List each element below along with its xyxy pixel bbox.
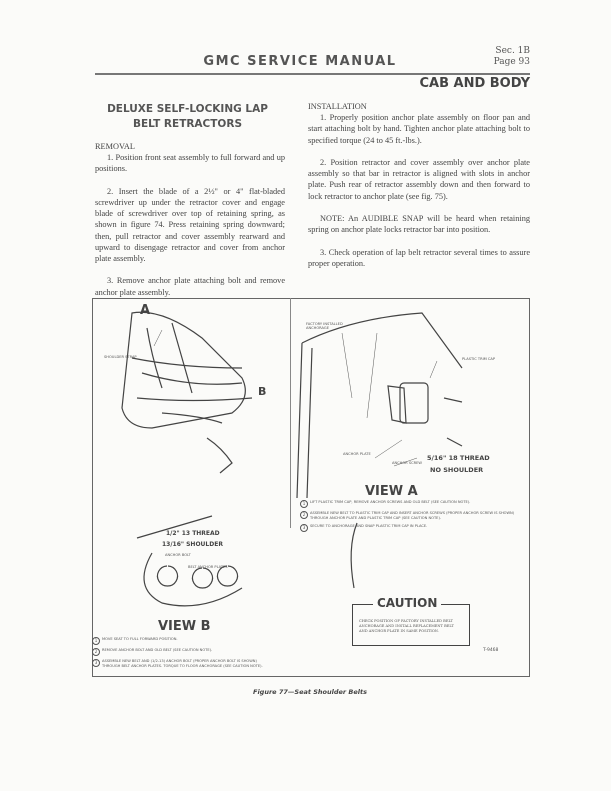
view-b-step	[92, 648, 272, 656]
view-b-title: VIEW B	[158, 619, 211, 634]
figure-code: T-9468	[483, 648, 499, 653]
anchor-bolt-label: ANCHOR BOLT	[165, 553, 191, 557]
view-b-thread: 1/2" 13 THREAD	[166, 530, 220, 537]
step-text: LIFT PLASTIC TRIM CAP, REMOVE ANCHOR SCREWS AND OLD BELT (SEE CAUTION NOTE).	[310, 500, 471, 504]
step-text: ASSEMBLE NEW BELT AND (1/2-13) ANCHOR BOLT (PROPER ANCHOR BOLT IS SHOWN) THROUGH BELT ANCHOR PLATES. TORQUE TO FLOOR ANCHORAGE (SEE CAUTION NOTE).	[102, 659, 263, 668]
caution-box	[352, 596, 470, 646]
installation-step: 2. Position retractor and cover assembly over anchor plate assembly so that bar in retractor is aligned with slots in anchor plate. Push rear of retractor assembly down and then forward to lock retractor to anchor plate (see fig. 75).	[308, 158, 530, 201]
step-number: 2	[92, 648, 100, 656]
step-text: SECURE TO ANCHORAGE AND SNAP PLASTIC TRIM CAP IN PLACE.	[310, 524, 428, 528]
view-a-step	[300, 524, 520, 532]
view-b-step	[92, 659, 272, 669]
figure-caption: Figure 77—Seat Shoulder Belts	[253, 688, 367, 696]
belt-anchor-plates-label: BELT ANCHOR PLATES	[188, 565, 228, 569]
step-text: MOVE SEAT TO FULL FORWARD POSITION.	[102, 637, 178, 641]
step-text: ASSEMBLE NEW BELT TO PLASTIC TRIM CAP AND INSERT ANCHOR SCREWS (PROPER ANCHOR SCREW IS SHOWN) THROUGH ANCHOR PLATE AND PLASTIC TRIM CAP (SEE CAUTION NOTE).	[310, 511, 515, 520]
view-b-shoulder: 13/16" SHOULDER	[162, 541, 223, 548]
callout-b: B	[258, 385, 267, 398]
removal-heading: REMOVAL	[95, 142, 135, 151]
plastic-trim-cap-label: PLASTIC TRIM CAP	[462, 357, 496, 361]
caution-title: CAUTION	[373, 596, 441, 610]
chapter-title: CAB AND BODY	[419, 76, 530, 91]
installation-heading: INSTALLATION	[308, 102, 367, 111]
step-number: 2	[300, 511, 308, 519]
removal-step: 2. Insert the blade of a 2½" or 4" flat-bladed screwdriver up under the retractor cover and engage blade of screwdriver over top of retaining spring, as shown in figure 74. Press retaining spring downward; then, pull retractor and cover assembly rearward and upward to disengage retractor and cover from anchor plate assembly.	[95, 186, 285, 264]
caution-text: CHECK POSITION OF FACTORY INSTALLED BELT ANCHORAGE AND INSTALL REPLACEMENT BELT AND ANCHOR PLATE IN SAME POSITION.	[359, 619, 454, 633]
section-number: Sec. 1B	[495, 46, 530, 56]
view-a-title: VIEW A	[365, 484, 418, 499]
manual-title: GMC SERVICE MANUAL	[203, 54, 397, 69]
factory-anchorage-label: FACTORY INSTALLED ANCHORAGE	[306, 322, 343, 330]
installation-section	[308, 101, 530, 280]
step-number: 1	[92, 637, 100, 645]
view-a-step	[300, 511, 520, 521]
anchor-screw-label: ANCHOR SCREW	[392, 461, 422, 465]
step-text: REMOVE ANCHOR BOLT AND OLD BELT (SEE CAUTION NOTE).	[102, 648, 213, 652]
view-a-shoulder: NO SHOULDER	[430, 466, 484, 474]
removal-step: 3. Remove anchor plate attaching bolt and remove anchor plate assembly.	[95, 276, 285, 297]
step-number: 1	[300, 500, 308, 508]
installation-step: 3. Check operation of lap belt retractor several times to assure proper operation.	[308, 247, 530, 268]
page-reference	[490, 46, 530, 68]
title-line: DELUXE SELF-LOCKING LAP	[107, 103, 268, 115]
shoulder-strap-label: SHOULDER STRAP	[104, 355, 137, 359]
callout-a: A	[140, 303, 151, 318]
step-number: 3	[92, 659, 100, 667]
header-rule	[95, 73, 530, 75]
anchor-plate-label: ANCHOR PLATE	[343, 452, 371, 456]
view-b-steps	[92, 637, 272, 669]
installation-note: NOTE: An AUDIBLE SNAP will be heard when retaining spring on anchor plate locks retractor bar into position.	[308, 214, 530, 235]
view-a-step	[300, 500, 520, 508]
article-title	[95, 102, 280, 132]
removal-section	[95, 141, 285, 309]
page-number: Page 93	[493, 57, 530, 67]
removal-step: 1. Position front seat assembly to full forward and up positions.	[95, 153, 285, 174]
view-b-step	[92, 637, 272, 645]
step-number: 3	[300, 524, 308, 532]
title-line: BELT RETRACTORS	[132, 118, 243, 130]
view-a-steps	[300, 500, 520, 532]
view-a-thread: 5/16" 18 THREAD	[427, 454, 490, 462]
installation-step: 1. Properly position anchor plate assembly on floor pan and start attaching bolt by hand. Tighten anchor plate attaching bolt to specified torque (24 to 45 ft.-lbs.).	[308, 113, 530, 145]
